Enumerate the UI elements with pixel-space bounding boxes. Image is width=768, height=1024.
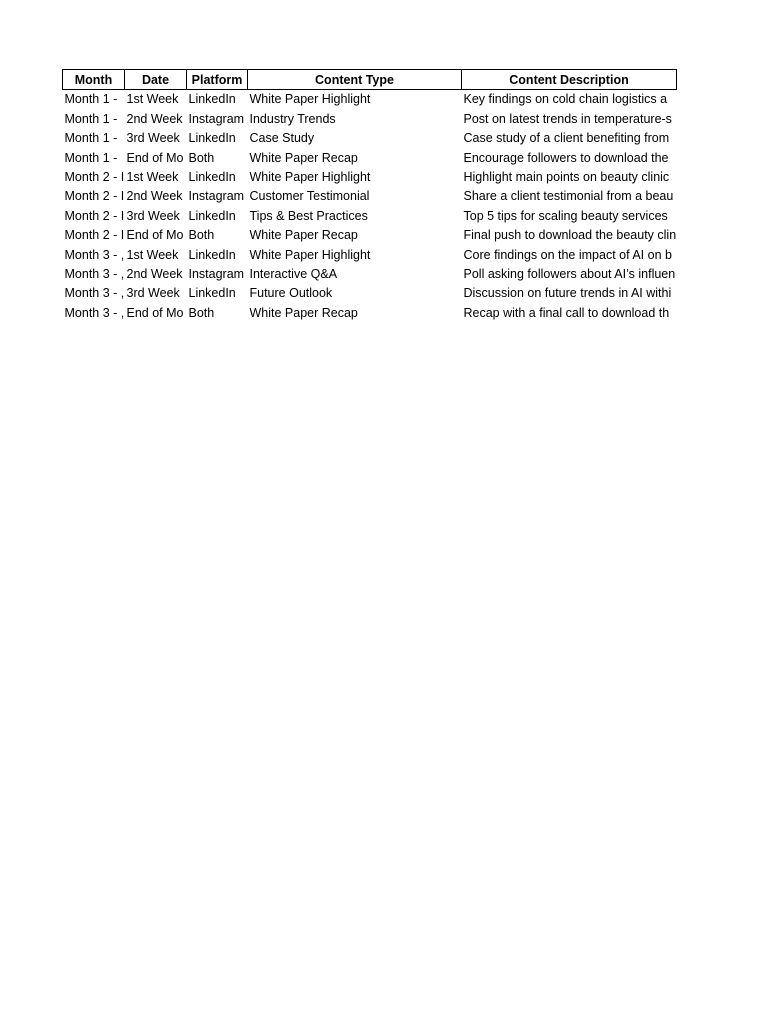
cell-content-type[interactable]: Customer Testimonial — [249, 189, 370, 204]
table-row — [63, 90, 677, 110]
content-calendar-table — [62, 69, 677, 323]
table-row — [63, 245, 677, 264]
cell-content-description[interactable]: Highlight main points on beauty clinic — [463, 169, 670, 184]
cell-content-description[interactable]: Recap with a final call to download th — [463, 305, 670, 320]
cell-content-type[interactable]: Case Study — [249, 131, 315, 146]
cell-content-description[interactable]: Case study of a client benefiting from — [463, 131, 670, 146]
table-row — [63, 265, 677, 284]
cell-month[interactable]: Month 3 - , — [64, 305, 125, 320]
cell-month[interactable]: Month 3 - , — [64, 247, 125, 262]
header-month[interactable]: Month — [63, 70, 125, 90]
header-date[interactable]: Date — [125, 70, 187, 90]
table-row — [63, 187, 677, 206]
table-row — [63, 284, 677, 303]
cell-date[interactable]: 3rd Week — [126, 131, 180, 146]
cell-content-type[interactable]: White Paper Highlight — [249, 247, 371, 262]
table-row — [63, 129, 677, 148]
cell-content-type[interactable]: Industry Trends — [249, 111, 336, 126]
cell-content-description[interactable]: Top 5 tips for scaling beauty services — [463, 208, 668, 223]
cell-content-type[interactable]: Future Outlook — [249, 286, 333, 301]
cell-platform[interactable]: LinkedIn — [188, 131, 236, 146]
cell-month[interactable]: Month 2 - I — [64, 228, 125, 243]
cell-content-description[interactable]: Post on latest trends in temperature-s — [463, 111, 672, 126]
cell-platform[interactable]: Instagram — [188, 111, 245, 126]
cell-month[interactable]: Month 1 - — [64, 131, 118, 146]
cell-date[interactable]: 1st Week — [126, 92, 179, 107]
spreadsheet-sheet — [62, 69, 676, 323]
cell-date[interactable]: 2nd Week — [126, 189, 183, 204]
cell-date[interactable]: 1st Week — [126, 247, 179, 262]
cell-content-description[interactable]: Encourage followers to download the — [463, 150, 669, 165]
cell-date[interactable]: End of Mo — [126, 305, 184, 320]
cell-content-type[interactable]: White Paper Highlight — [249, 92, 371, 107]
header-content-description[interactable]: Content Description — [462, 70, 677, 90]
cell-content-type[interactable]: White Paper Recap — [249, 150, 358, 165]
cell-month[interactable]: Month 1 - — [64, 92, 118, 107]
cell-date[interactable]: 1st Week — [126, 169, 179, 184]
header-platform[interactable]: Platform — [187, 70, 248, 90]
cell-month[interactable]: Month 3 - , — [64, 286, 125, 301]
cell-date[interactable]: 3rd Week — [126, 208, 180, 223]
table-row — [63, 168, 677, 187]
cell-content-type[interactable]: Interactive Q&A — [249, 266, 338, 281]
cell-platform[interactable]: LinkedIn — [188, 169, 236, 184]
cell-platform[interactable]: LinkedIn — [188, 208, 236, 223]
table-row — [63, 303, 677, 322]
cell-date[interactable]: End of Mo — [126, 150, 184, 165]
cell-date[interactable]: 2nd Week — [126, 111, 183, 126]
cell-month[interactable]: Month 2 - I — [64, 208, 125, 223]
cell-platform[interactable]: Instagram — [188, 189, 245, 204]
header-content-type[interactable]: Content Type — [248, 70, 462, 90]
cell-platform[interactable]: LinkedIn — [188, 92, 236, 107]
cell-content-description[interactable]: Poll asking followers about AI’s influen — [463, 266, 676, 281]
cell-month[interactable]: Month 3 - , — [64, 266, 125, 281]
cell-month[interactable]: Month 1 - — [64, 150, 118, 165]
table-row — [63, 109, 677, 128]
cell-month[interactable]: Month 2 - I — [64, 189, 125, 204]
cell-month[interactable]: Month 2 - I — [64, 169, 125, 184]
cell-content-description[interactable]: Discussion on future trends in AI withi — [463, 286, 672, 301]
table-row — [63, 226, 677, 245]
cell-content-type[interactable]: Tips & Best Practices — [249, 208, 368, 223]
cell-content-description[interactable]: Final push to download the beauty clin — [463, 228, 677, 243]
cell-date[interactable]: End of Mo — [126, 228, 184, 243]
cell-content-type[interactable]: White Paper Recap — [249, 305, 358, 320]
cell-content-type[interactable]: White Paper Recap — [249, 228, 358, 243]
cell-platform[interactable]: Instagram — [188, 266, 245, 281]
cell-date[interactable]: 3rd Week — [126, 286, 180, 301]
cell-platform[interactable]: LinkedIn — [188, 247, 236, 262]
header-row — [63, 70, 677, 90]
table-row — [63, 148, 677, 167]
cell-month[interactable]: Month 1 - — [64, 111, 118, 126]
table-row — [63, 206, 677, 225]
cell-content-type[interactable]: White Paper Highlight — [249, 169, 371, 184]
cell-platform[interactable]: Both — [188, 150, 215, 165]
cell-platform[interactable]: Both — [188, 228, 215, 243]
cell-content-description[interactable]: Key findings on cold chain logistics a — [463, 92, 668, 107]
cell-content-description[interactable]: Core findings on the impact of AI on b — [463, 247, 672, 262]
cell-platform[interactable]: LinkedIn — [188, 286, 236, 301]
cell-content-description[interactable]: Share a client testimonial from a beau — [463, 189, 674, 204]
cell-platform[interactable]: Both — [188, 305, 215, 320]
cell-date[interactable]: 2nd Week — [126, 266, 183, 281]
